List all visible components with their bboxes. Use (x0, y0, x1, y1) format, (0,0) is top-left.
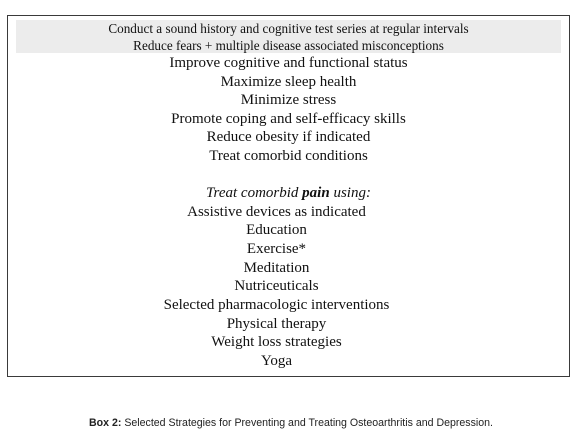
pain-item: Education (246, 222, 307, 238)
pain-heading (8, 186, 569, 201)
caption-text: Selected Strategies for Preventing and Treating Osteoarthritis and Depression. (121, 417, 493, 429)
general-item: Maximize sleep health (220, 74, 357, 90)
top-line-2: Reduce fears + multiple disease associated misconceptions (133, 38, 444, 53)
pain-item: Physical therapy (226, 316, 327, 332)
general-item: Minimize stress (240, 92, 337, 108)
pain-item: Meditation (243, 260, 310, 276)
figure-caption (0, 418, 582, 429)
general-item: Treat comorbid conditions (209, 148, 368, 164)
pain-item: Yoga (261, 353, 292, 369)
general-item: Reduce obesity if indicated (206, 129, 371, 145)
pain-item: Exercise* (246, 241, 307, 257)
pain-heading-emphasis: pain (302, 185, 330, 201)
pain-item: Selected pharmacologic interventions (163, 297, 390, 313)
strategies-box (7, 15, 570, 377)
general-item: Improve cognitive and functional status (169, 55, 408, 71)
caption-label: Box 2: (89, 417, 122, 429)
pain-item: Weight loss strategies (211, 334, 342, 350)
pain-heading-after: using: (329, 185, 371, 201)
pain-item: Nutriceuticals (234, 278, 319, 294)
general-item: Promote coping and self-efficacy skills (171, 111, 406, 127)
pain-heading-before: Treat comorbid (206, 185, 303, 201)
top-line-1: Conduct a sound history and cognitive test series at regular intervals (108, 21, 469, 36)
pain-item: Assistive devices as indicated (187, 204, 366, 220)
